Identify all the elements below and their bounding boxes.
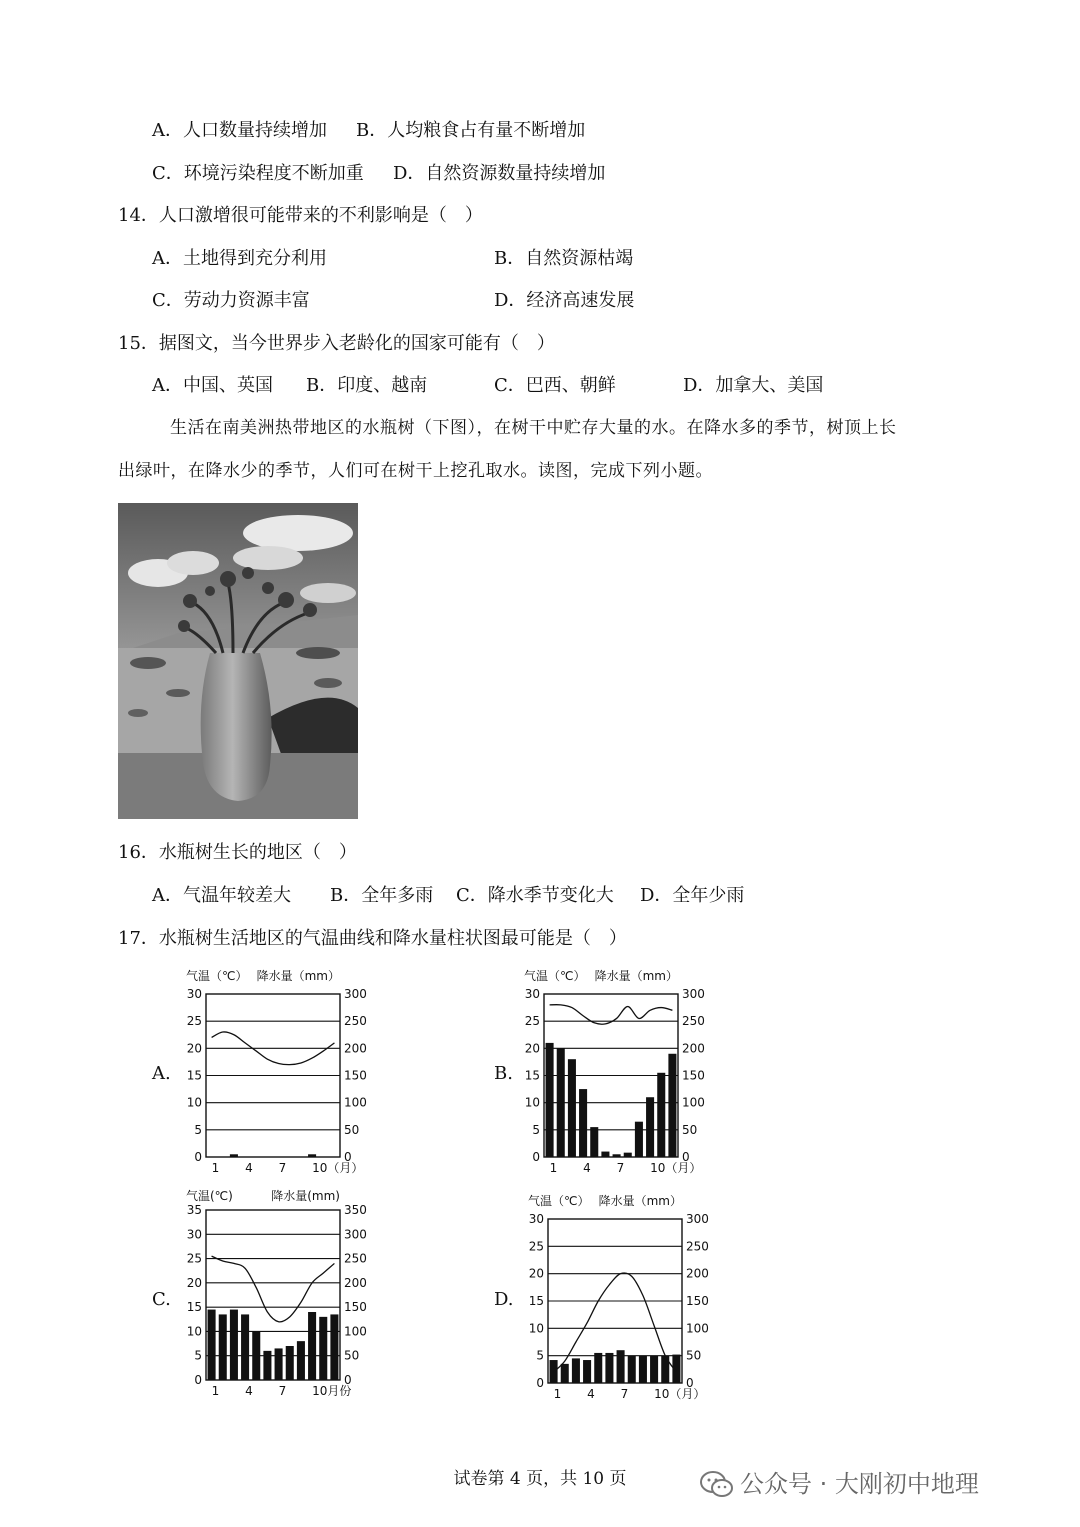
q16-option-d: D．全年少雨: [640, 885, 745, 906]
temp-tick-label: 25: [528, 1239, 544, 1254]
temp-tick-label: 10: [186, 1095, 202, 1110]
precip-bar: [590, 1127, 598, 1157]
wechat-icon: [700, 1471, 734, 1499]
precip-bar: [252, 1331, 260, 1380]
precip-bar: [601, 1152, 609, 1157]
precip-tick-label: 350: [344, 1203, 367, 1217]
precip-bar: [286, 1346, 294, 1380]
precip-bar: [230, 1154, 238, 1157]
precip-bar: [579, 1089, 587, 1157]
temp-tick-label: 10: [524, 1095, 540, 1110]
precip-tick-label: 200: [344, 1275, 367, 1290]
temp-tick-label: 0: [194, 1373, 202, 1387]
month-tick-label: 4: [245, 1161, 253, 1175]
temp-tick-label: 30: [186, 987, 202, 1001]
temp-tick-label: 25: [186, 1014, 202, 1029]
precip-tick-label: 250: [344, 1251, 367, 1266]
temp-tick-label: 25: [524, 1014, 540, 1029]
month-tick-label: 4: [587, 1387, 595, 1401]
precip-tick-label: 250: [682, 1014, 705, 1029]
q16-option-c: C．降水季节变化大: [456, 885, 614, 906]
temp-tick-label: 15: [186, 1300, 202, 1315]
precip-tick-label: 200: [686, 1266, 709, 1281]
precip-bar: [572, 1358, 580, 1383]
chart-ylabel-right: 降水量（mm）: [598, 1194, 682, 1208]
precip-bar: [557, 1048, 565, 1157]
precip-tick-label: 50: [344, 1348, 360, 1363]
temp-tick-label: 30: [186, 1227, 202, 1242]
passage-line-1: 生活在南美洲热带地区的水瓶树（下图），在树干中贮存大量的水。在降水多的季节，树顶上长: [170, 418, 897, 438]
temp-tick-label: 30: [524, 987, 540, 1001]
precip-bar: [546, 1043, 554, 1157]
climate-chart-c: [178, 1188, 368, 1408]
q15-option-b: B．印度、越南: [306, 375, 428, 396]
chart-ylabel-left: 气温(℃): [186, 1189, 233, 1203]
q15-stem: 15．据图文，当今世界步入老龄化的国家可能有（ ）: [118, 333, 555, 354]
q14-option-b: B．自然资源枯竭: [494, 248, 634, 269]
temp-tick-label: 15: [524, 1068, 540, 1083]
temp-tick-label: 35: [186, 1203, 202, 1217]
precip-bar: [583, 1360, 591, 1383]
precip-tick-label: 200: [682, 1041, 705, 1056]
precip-tick-label: 50: [344, 1122, 360, 1137]
q16-option-a: A．气温年较差大: [152, 885, 291, 906]
precip-tick-label: 150: [344, 1068, 367, 1083]
month-tick-label: 10（月）: [312, 1161, 364, 1175]
chart-ylabel-left: 气温（℃）: [186, 969, 248, 983]
chart-ylabel-right: 降水量（mm）: [256, 969, 340, 983]
page-footer: 试卷第 4 页，共 10 页: [453, 1469, 627, 1489]
precip-bar: [219, 1314, 227, 1380]
temp-tick-label: 10: [528, 1321, 544, 1336]
watermark: [700, 1464, 979, 1499]
climate-chart-b: [520, 968, 710, 1178]
precip-tick-label: 150: [682, 1068, 705, 1083]
precip-bar: [646, 1097, 654, 1157]
q13-option-c: C．环境污染程度不断加重: [152, 163, 364, 184]
temp-tick-label: 0: [532, 1150, 540, 1164]
chart-d-label: D.: [494, 1289, 514, 1310]
precip-tick-label: 200: [344, 1041, 367, 1056]
precip-tick-label: 300: [682, 987, 705, 1001]
temp-tick-label: 0: [194, 1150, 202, 1164]
temp-tick-label: 20: [528, 1266, 544, 1281]
precip-tick-label: 50: [686, 1348, 702, 1363]
temp-tick-label: 15: [186, 1068, 202, 1083]
q15-option-d: D．加拿大、美国: [683, 375, 824, 396]
precip-tick-label: 100: [344, 1095, 367, 1110]
precip-tick-label: 300: [344, 987, 367, 1001]
precip-tick-label: 250: [686, 1239, 709, 1254]
precip-bar: [635, 1122, 643, 1157]
temp-tick-label: 20: [186, 1275, 202, 1290]
temp-tick-label: 5: [194, 1122, 202, 1137]
chart-b-label: B.: [494, 1063, 513, 1084]
precip-bar: [624, 1153, 632, 1157]
precip-tick-label: 50: [682, 1122, 698, 1137]
month-tick-label: 4: [583, 1161, 591, 1175]
precip-bar: [639, 1356, 647, 1383]
climate-chart-d: [520, 1193, 710, 1408]
precip-tick-label: 300: [686, 1212, 709, 1226]
temp-tick-label: 0: [536, 1376, 544, 1390]
precip-tick-label: 0: [344, 1150, 352, 1164]
chart-c-label: C.: [152, 1289, 171, 1310]
watermark-text: 公众号 · 大刚初中地理: [740, 1470, 979, 1498]
chart-ylabel-left: 气温（℃）: [528, 1194, 590, 1208]
temp-tick-label: 5: [536, 1348, 544, 1363]
precip-bar: [628, 1356, 636, 1383]
q14-option-a: A．土地得到充分利用: [152, 248, 327, 269]
chart-ylabel-right: 降水量（mm）: [594, 969, 678, 983]
temp-tick-label: 5: [194, 1348, 202, 1363]
q17-stem: 17．水瓶树生活地区的气温曲线和降水量柱状图最可能是（ ）: [118, 928, 627, 949]
precip-bar: [319, 1317, 327, 1380]
month-tick-label: 10月份: [312, 1384, 352, 1398]
precip-bar: [561, 1364, 569, 1383]
bottle-tree-photo: [118, 503, 358, 819]
q14-stem: 14．人口激增很可能带来的不利影响是（ ）: [118, 205, 483, 226]
precip-tick-label: 300: [344, 1227, 367, 1242]
precip-bar: [605, 1353, 613, 1383]
precip-tick-label: 100: [344, 1324, 367, 1339]
precip-bar: [208, 1310, 216, 1380]
precip-bar: [330, 1314, 338, 1380]
precip-bar: [568, 1059, 576, 1157]
precip-bar: [617, 1350, 625, 1383]
month-tick-label: 10（月）: [650, 1161, 702, 1175]
q13-option-b: B．人均粮食占有量不断增加: [356, 120, 586, 141]
month-tick-label: 7: [278, 1161, 287, 1175]
chart-a-label: A.: [152, 1063, 171, 1084]
temp-tick-label: 25: [186, 1251, 202, 1266]
q16-option-b: B．全年多雨: [330, 885, 434, 906]
precip-bar: [308, 1312, 316, 1380]
precip-bar: [613, 1154, 621, 1157]
temp-tick-label: 15: [528, 1294, 544, 1308]
precip-tick-label: 250: [344, 1014, 367, 1029]
month-tick-label: 7: [616, 1161, 625, 1175]
q13-option-a: A．人口数量持续增加: [152, 120, 327, 141]
precip-tick-label: 0: [344, 1373, 352, 1387]
precip-tick-label: 0: [682, 1150, 690, 1164]
month-tick-label: 1: [211, 1161, 220, 1175]
month-tick-label: 1: [211, 1384, 220, 1398]
month-tick-label: 4: [245, 1384, 253, 1398]
chart-ylabel-right: 降水量(mm): [271, 1189, 340, 1203]
precip-tick-label: 150: [686, 1294, 709, 1308]
q14-option-c: C．劳动力资源丰富: [152, 290, 310, 311]
precip-tick-label: 100: [682, 1095, 705, 1110]
temp-tick-label: 20: [524, 1041, 540, 1056]
month-tick-label: 7: [620, 1387, 629, 1401]
precip-bar: [230, 1310, 238, 1380]
month-tick-label: 7: [278, 1384, 287, 1398]
precip-bar: [297, 1341, 305, 1380]
q13-option-d: D．自然资源数量持续增加: [393, 163, 606, 184]
temp-tick-label: 5: [532, 1122, 540, 1137]
precip-bar: [657, 1073, 665, 1157]
q14-option-d: D．经济高速发展: [494, 290, 635, 311]
temp-tick-label: 10: [186, 1324, 202, 1339]
chart-ylabel-left: 气温（℃）: [524, 969, 586, 983]
temp-tick-label: 30: [528, 1212, 544, 1226]
month-tick-label: 10（月）: [654, 1387, 706, 1401]
temp-tick-label: 20: [186, 1041, 202, 1056]
q15-option-c: C．巴西、朝鲜: [494, 375, 616, 396]
precip-bar: [668, 1054, 676, 1157]
precip-tick-label: 100: [686, 1321, 709, 1336]
precip-bar: [594, 1353, 602, 1383]
precip-bar: [275, 1348, 283, 1380]
q15-option-a: A．中国、英国: [152, 375, 273, 396]
month-tick-label: 1: [553, 1387, 562, 1401]
precip-tick-label: 0: [686, 1376, 694, 1390]
precip-bar: [650, 1356, 658, 1383]
precip-bar: [241, 1314, 249, 1380]
precip-bar: [263, 1351, 271, 1380]
month-tick-label: 1: [549, 1161, 558, 1175]
precip-bar: [308, 1154, 316, 1157]
climate-chart-a: [178, 968, 368, 1178]
q16-stem: 16．水瓶树生长的地区（ ）: [118, 842, 357, 863]
precip-tick-label: 150: [344, 1300, 367, 1315]
passage-line-2: 出绿叶，在降水少的季节，人们可在树干上挖孔取水。读图，完成下列小题。: [118, 461, 713, 481]
